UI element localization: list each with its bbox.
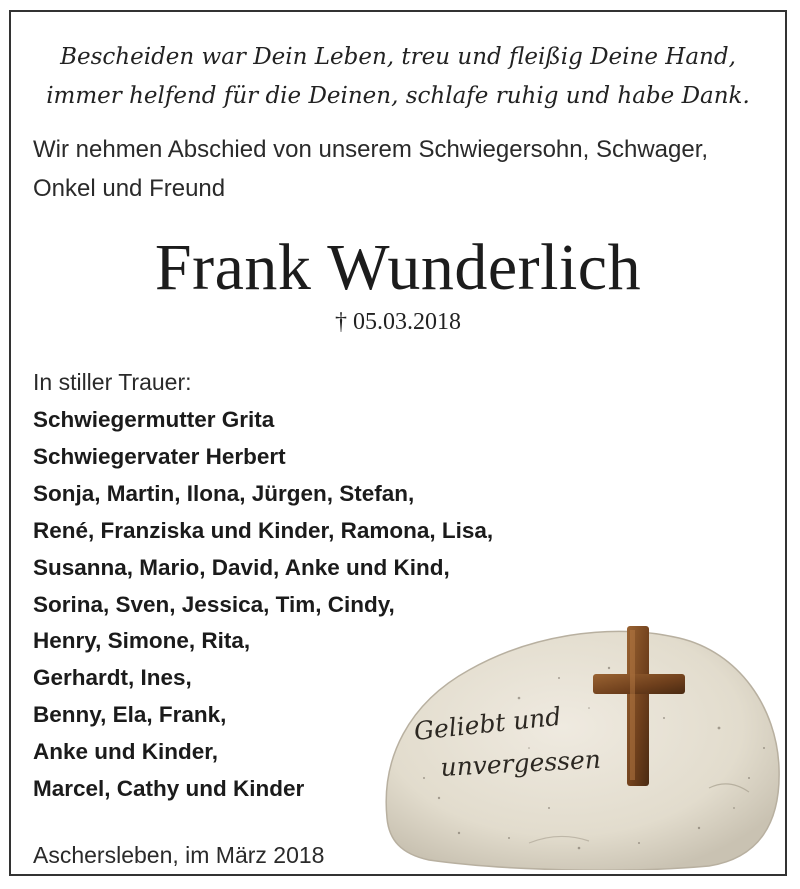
mourner-line: René, Franziska und Kinder, Ramona, Lisa, bbox=[33, 517, 494, 543]
stone-inscription-line-1: Geliebt und bbox=[412, 701, 563, 746]
verse-line-2: immer helfend für die Deinen, schlafe ruhig und habe Dank. bbox=[46, 83, 750, 109]
farewell-intro: Wir nehmen Abschied von unserem Schwiegersohn, Schwager, Onkel und Freund bbox=[33, 136, 709, 202]
place-and-date: Aschersleben, im März 2018 bbox=[33, 842, 325, 868]
mourner-line: Henry, Simone, Rita, bbox=[33, 628, 251, 654]
stone-inscription-line-2: unvergessen bbox=[439, 744, 602, 782]
deceased-name: Frank Wunderlich bbox=[154, 231, 642, 304]
death-date: † 05.03.2018 bbox=[335, 309, 461, 335]
mourner-line: Gerhardt, Ines, bbox=[33, 665, 192, 691]
mourner-line: Sorina, Sven, Jessica, Tim, Cindy, bbox=[33, 591, 395, 617]
memorial-stone-image bbox=[379, 608, 783, 870]
mourning-label: In stiller Trauer: bbox=[33, 369, 192, 395]
mourner-line: Schwiegermutter Grita bbox=[33, 407, 275, 432]
memorial-verse bbox=[11, 38, 785, 116]
mourner-line: Schwiegervater Herbert bbox=[33, 443, 286, 469]
mourner-line: Sonja, Martin, Ilona, Jürgen, Stefan, bbox=[33, 480, 415, 506]
verse-line-1: Bescheiden war Dein Leben, treu und fleißig Deine Hand, bbox=[60, 44, 736, 70]
mourner-line: Susanna, Mario, David, Anke und Kind, bbox=[33, 554, 450, 580]
mourner-line: Benny, Ela, Frank, bbox=[33, 702, 227, 728]
mourner-line: Anke und Kinder, bbox=[33, 739, 219, 765]
obituary-frame bbox=[9, 10, 787, 876]
mourner-line: Marcel, Cathy und Kinder bbox=[33, 776, 305, 802]
